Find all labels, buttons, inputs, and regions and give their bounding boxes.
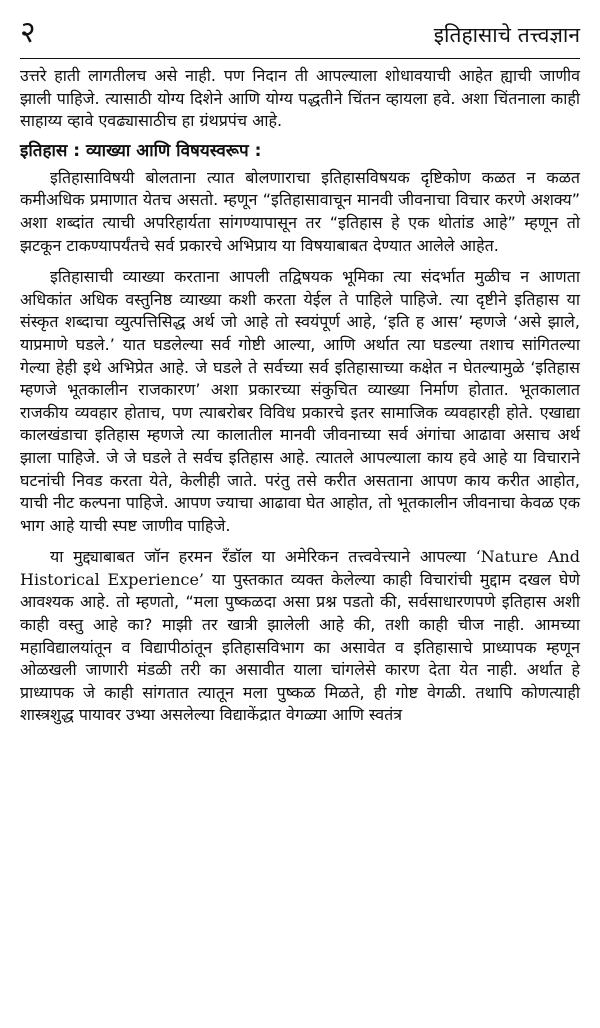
paragraph-text-start: या मुद्द्याबाबत जॉन हरमन रँडॉल या अमेरिकन तत्त्ववेत्त्याने आपल्या [50, 547, 476, 567]
paragraph-randall-quote [20, 546, 580, 727]
page-number: २ [20, 15, 36, 50]
paragraph-definition: इतिहासाची व्याख्या करताना आपली तद्विषयक भूमिका त्या संदर्भात मुळीच न आणता अधिकांत अधिक वस्तुनिष्ठ व्याख्या कशी करता येईल ते पाहिले पाहिजे. त्या दृष्टीने इतिहास या संस्कृत शब्दाचा व्युत्पत्तिसिद्ध अर्थ जो आहे तो स्वयंपूर्ण आहे, ‘इति ह आस’ म्हणजे ‘असे झाले, याप्रमाणे घडले.’ यात घडलेल्या सर्व गोष्टी आल्या, आणि अर्थात त्या घडल्या तशाच सांगितल्या गेल्या हेही इथे अभिप्रेत आहे. जे घडले ते सर्वच्या सर्व इतिहासाच्या कक्षेत न घेतल्यामुळे ‘इतिहास म्हणजे भूतकालीन राजकारण’ अशा प्रकारच्या संकुचित व्याख्या निर्माण होतात. भूतकालात राजकीय व्यवहार होताच, पण त्याबरोबर विविध प्रकारचे इतर सामाजिक व्यवहारही होते. एखाद्या कालखंडाचा इतिहास म्हणजे त्या कालातील मानवी जीवनाच्या सर्व अंगांचा आढावा असाच अर्थ झाला पाहिजे. जे जे घडले ते सर्वच इतिहास आहे. त्यातले आपल्याला काय हवे आहे या विचाराने घटनांची निवड करता येते, केलीही जाते. परंतु तसे करीत असताना आपण काय करीत आहोत, याची नीट कल्पना पाहिजे. आपण ज्याचा आढावा घेत आहोत, तो भूतकालीन जीवनाचा केवळ एक भाग आहे याची स्पष्ट जाणीव पाहिजे. [20, 267, 580, 535]
paragraph-opinions: इतिहासाविषयी बोलताना त्यात बोलणाराचा इतिहासविषयक दृष्टिकोण कळत न कळत कमीअधिक प्रमाणात येतच असतो. म्हणून “इतिहासावाचून मानवी जीवनाचा विचार करणे अशक्य” अशा शब्दांत त्याची अपरिहार्यता सांगण्यापासून तर “इतिहास हे एक थोतांड आहे” म्हणून तो झटकून टाकण्यापर्यंतचे सर्व प्रकारचे अभिप्राय या विषयाबाबत देण्यात आलेले आहेत. [20, 167, 580, 255]
paragraph-text-rest: या पुस्तकात व्यक्त केलेल्या काही विचारांची मुद्दाम दखल घेणे आवश्यक आहे. तो म्हणतो, “मला पुष्कळदा असा प्रश्न पडतो की, सर्वसाधारणपणे इतिहास अशी काही वस्तु आहे का? माझी तर खात्री झालेली आहे की, तशी काही चीज नाही. आमच्या महाविद्यालयांतून व विद्यापीठांतून इतिहासविभाग का असावेत व इतिहासाचे प्राध्यापक म्हणून ओळखली जाणारी मंडळी तरी का असावीत याला चांगलेसे कारण देता येत नाही. अर्थात हे प्राध्यापक जे काही सांगतात त्यातून मला पुष्कळ मिळते, ही गोष्ट वेगळी. तथापि कोणत्याही शास्त्रशुद्ध पायावर उभ्या असलेल्या विद्याकेंद्रात वेगळ्या आणि स्वतंत्र [20, 569, 581, 725]
book-title: ‘Nature And Historical Experience’ [20, 547, 580, 589]
running-header [20, 14, 580, 59]
section-heading: इतिहास : व्याख्या आणि विषयस्वरूप : [20, 140, 262, 161]
body-text [20, 65, 580, 727]
running-title: इतिहासाचे तत्त्वज्ञान [433, 23, 580, 47]
paragraph-continued: उत्तरे हाती लागतीलच असे नाही. पण निदान ती आपल्याला शोधावयाची आहेत ह्याची जाणीव झाली पाहिजे. त्यासाठी योग्य दिशेने आणि योग्य पद्धतीने चिंतन व्हायला हवे. अशा चिंतनाला काही साहाय्य व्हावे एवढ्यासाठीच हा ग्रंथप्रपंच आहे. [20, 66, 580, 131]
